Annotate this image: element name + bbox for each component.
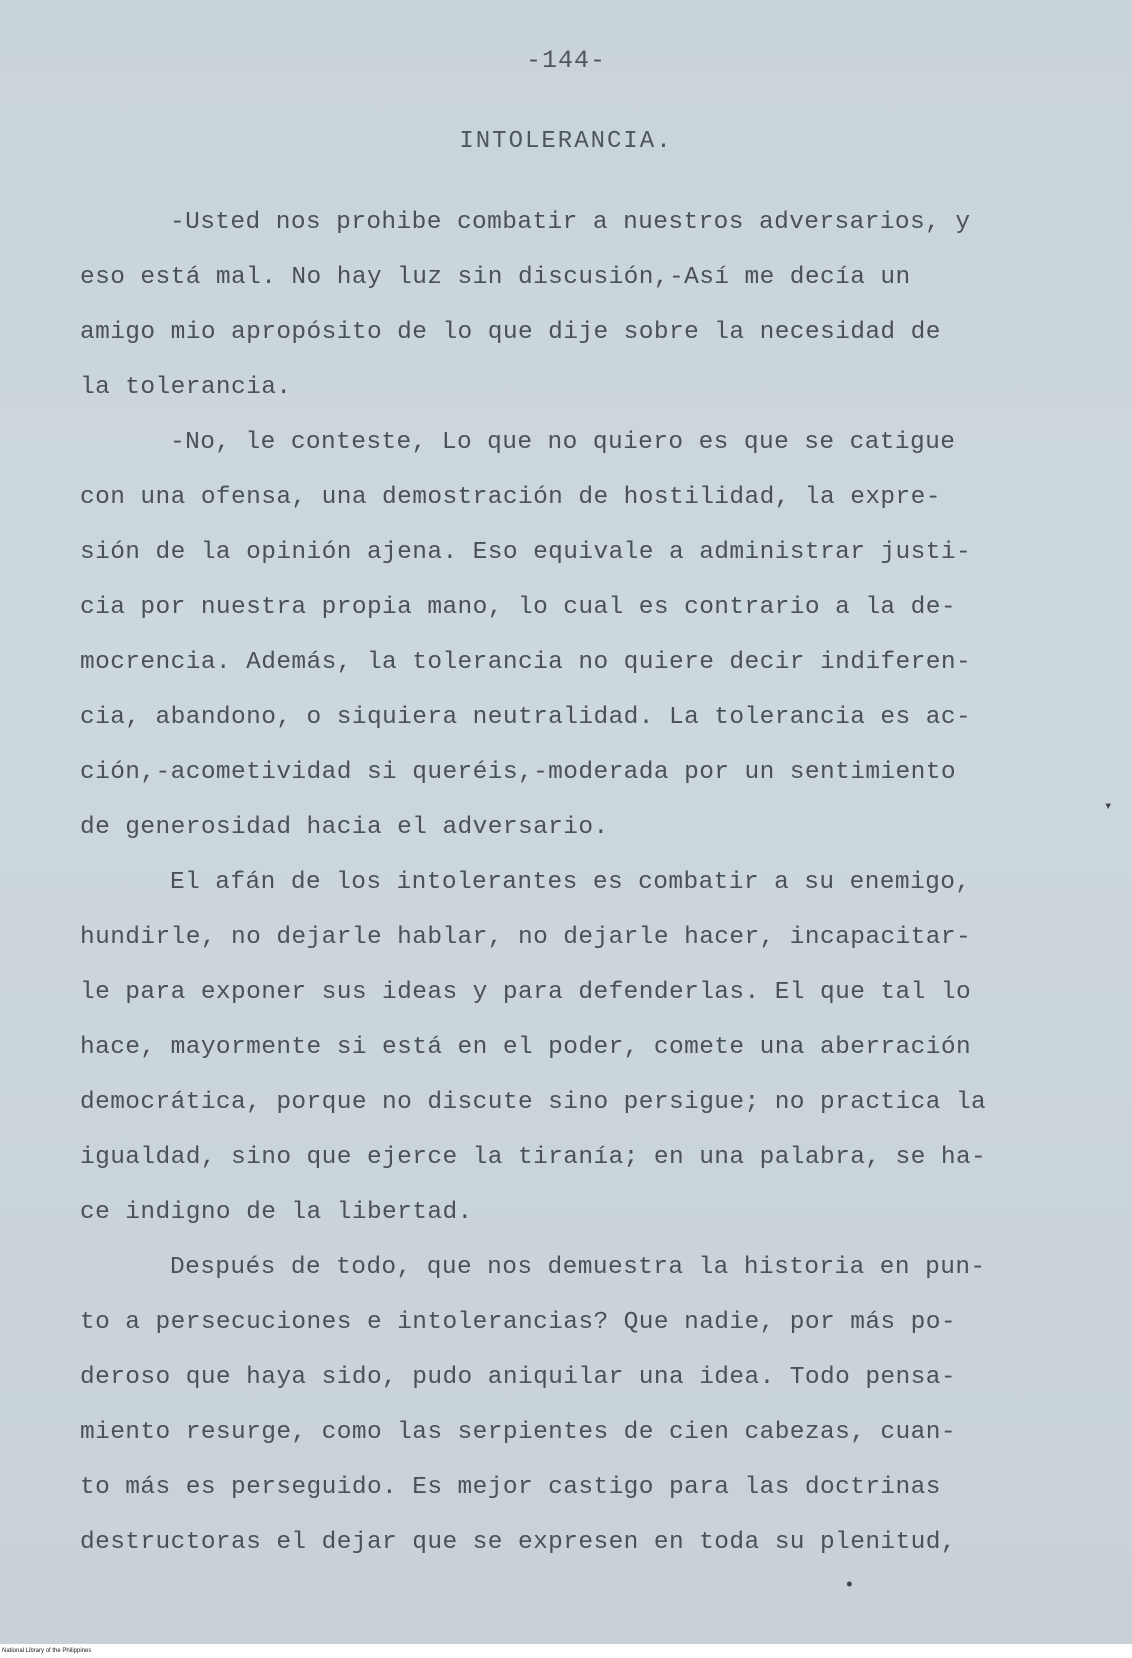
footer-credit: National Library of the Philippines: [0, 1644, 1132, 1658]
text-line: hace, mayormente si está en el poder, comete una aberración: [80, 1034, 972, 1061]
text-line: con una ofensa, una demostración de hostilidad, la expre-: [80, 484, 941, 511]
text-line: la tolerancia.: [80, 374, 292, 401]
text-line: mocrencia. Además, la tolerancia no quiere decir indiferen-: [80, 649, 972, 676]
text-line: cia por nuestra propia mano, lo cual es contrario a la de-: [80, 594, 956, 621]
text-line: amigo mio apropósito de lo que dije sobre la necesidad de: [80, 319, 941, 346]
text-line: to más es perseguido. Es mejor castigo para las doctrinas: [80, 1474, 941, 1501]
page-title: INTOLERANCIA.: [459, 128, 673, 155]
text-line: to a persecuciones e intolerancias? Que nadie, por más po-: [80, 1309, 956, 1336]
text-line: sión de la opinión ajena. Eso equivale a administrar justi-: [80, 539, 972, 566]
text-line: -No, le conteste, Lo que no quiero es que se catigue: [170, 429, 956, 456]
text-line: de generosidad hacia el adversario.: [80, 814, 609, 841]
stray-ink-dot: •: [844, 1576, 855, 1596]
text-line: -Usted nos prohibe combatir a nuestros adversarios, y: [170, 209, 971, 236]
stray-ink-mark: ▾: [1104, 799, 1113, 815]
text-line: democrática, porque no discute sino persigue; no practica la: [80, 1089, 987, 1116]
text-line: igualdad, sino que ejerce la tiranía; en una palabra, se ha-: [80, 1144, 987, 1171]
text-line: miento resurge, como las serpientes de cien cabezas, cuan-: [80, 1419, 956, 1446]
text-line: hundirle, no dejarle hablar, no dejarle hacer, incapacitar-: [80, 924, 972, 951]
text-line: deroso que haya sido, pudo aniquilar una idea. Todo pensa-: [80, 1364, 956, 1391]
text-line: destructoras el dejar que se expresen en toda su plenitud,: [80, 1529, 956, 1556]
text-line: ción,-acometividad si queréis,-moderada por un sentimiento: [80, 759, 956, 786]
body-text: [80, 208, 1060, 1583]
page-number: -144-: [525, 46, 606, 75]
text-line: ce indigno de la libertad.: [80, 1199, 473, 1226]
text-line: cia, abandono, o siquiera neutralidad. La tolerancia es ac-: [80, 704, 972, 731]
text-line: Después de todo, que nos demuestra la historia en pun-: [170, 1254, 986, 1281]
text-line: le para exponer sus ideas y para defenderlas. El que tal lo: [80, 979, 972, 1006]
text-line: eso está mal. No hay luz sin discusión,-Así me decía un: [80, 264, 911, 291]
text-line: El afán de los intolerantes es combatir a su enemigo,: [170, 869, 971, 896]
